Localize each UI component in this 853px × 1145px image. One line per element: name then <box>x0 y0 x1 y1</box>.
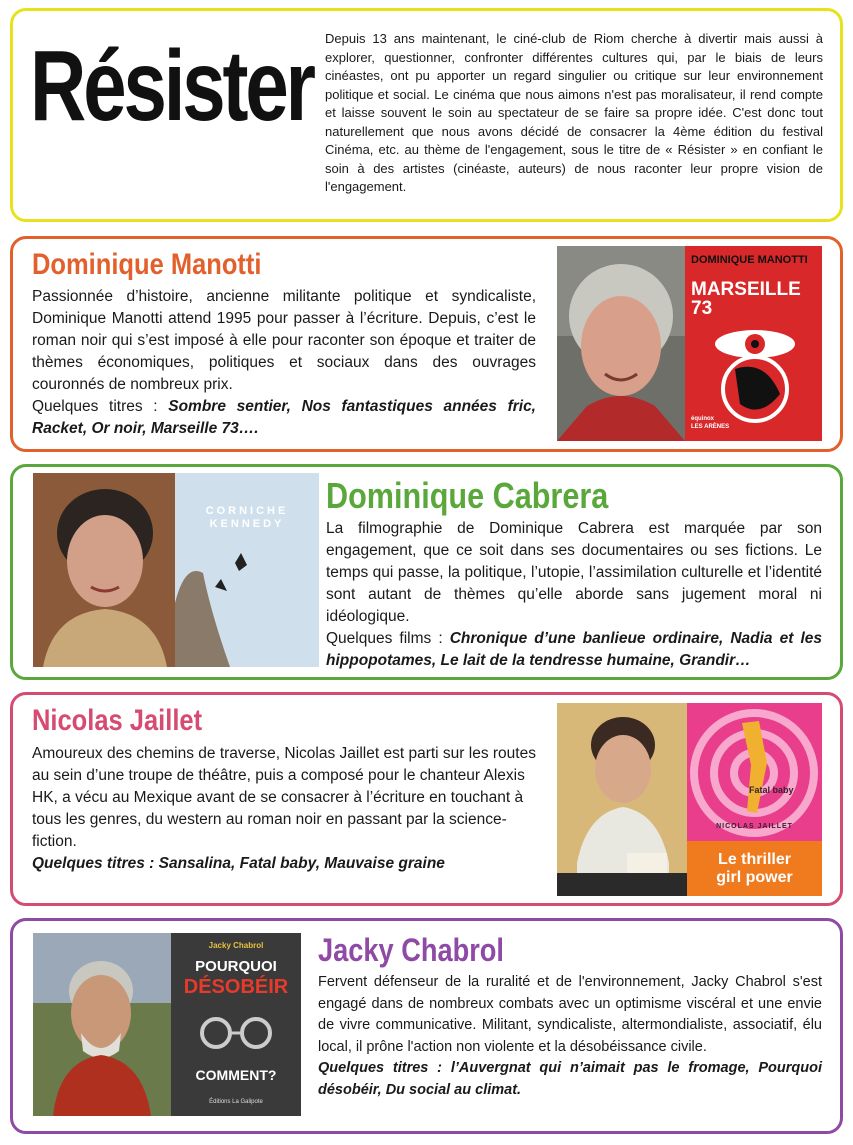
guest-bio: Passionnée d’histoire, ancienne militante politique et syndicaliste, Dominique Manotti attend 1995 pour passer à l’écriture. Depuis, c’est le roman noir qui s’est imposé à elle pour raconter son époque et traiter de thèmes économiques, politiques et sociaux dans des ouvrages couronnés de nombreux prix. Quelques titres : Sombre sentier, Nos fantastiques années fric, Racket, Or noir, Marseille 73…. <box>32 288 536 437</box>
cover-author: Jacky Chabrol <box>208 941 264 950</box>
portrait-photo <box>33 933 171 1116</box>
intro-text: Depuis 13 ans maintenant, le ciné-club de Riom cherche à divertir mais aussi à explorer, questionner, confronter différentes cultures qui, par le biais de leurs cinéastes, ont pu apporter un regard singulier ou critique sur leur environnement politique et social. Le cinéma que nous aimons n'est pas moralisateur, il rend compte et laisse souvent le soin au spectateur de se faire sa propre idée. C'est donc tout naturellement que nous avons décidé de consacrer la 4ème édition du festival Cinéma, etc. au thème de l'engagement, sous le titre de « Résister » en confiant le soin à des artistes (cinéaste, auteurs) de nous raconter leur propre vision de l'engagement. <box>325 31 823 194</box>
poster-title-1: CORNICHE <box>205 505 289 517</box>
cover-title-2: DÉSOBÉIR <box>183 976 289 998</box>
page-title: Résister <box>30 30 313 142</box>
guest-name: Jacky Chabrol <box>318 932 504 968</box>
cover-tagline-2: girl power <box>716 869 793 886</box>
guest-bio: La filmographie de Dominique Cabrera est marquée par son engagement, que ce soit dans ses documentaires ou ses fictions. Le temps qui passe, la politique, l’utopie, l’assimilation culturelle et l’identité sont autant de thèmes qu’elle aborde sans jugement moral ni idéologique. Quelques films : Chronique d’une banlieue ordinaire, Nadia et les hippopotames, Le lait de la tendresse humaine, Grandir… <box>326 520 822 669</box>
book-cover-marseille73 <box>685 246 822 441</box>
cover-title-1: POURQUOI <box>195 958 277 975</box>
guest-name: Nicolas Jaillet <box>32 704 203 737</box>
cover-author: DOMINIQUE MANOTTI <box>691 254 808 266</box>
guest-name: Dominique Manotti <box>32 248 262 281</box>
portrait-photo <box>557 703 687 896</box>
book-cover-fatal-baby <box>687 703 822 896</box>
cover-publisher: équinox <box>691 416 715 422</box>
cover-title: MARSEILLE 73 <box>691 279 801 319</box>
guest-bio: Fervent défenseur de la ruralité et de l'environnement, Jacky Chabrol s'est engagé dans de nombreux combats avec un optimisme viscéral et une envie de vivre communicative. Militant, syndicaliste, altermondialiste, associatif, élu local, il prône l'action non violente et la désobéissance civile. Quelques titres : l’Auvergnat qui n’aimait pas le fromage, Pourquoi désobéir, Du social au climat. <box>318 974 822 1098</box>
portrait-photo <box>33 473 175 667</box>
cover-question: COMMENT? <box>195 1067 277 1083</box>
cover-tagline-1: Le thriller <box>718 851 791 868</box>
film-poster-corniche-kennedy <box>175 473 319 667</box>
book-cover-pourquoi-desobeir <box>171 933 301 1116</box>
cover-title: Fatal baby <box>749 785 794 795</box>
poster-title-2: KENNEDY <box>209 518 285 530</box>
guest-name: Dominique Cabrera <box>326 475 609 516</box>
portrait-photo <box>557 246 685 441</box>
cover-publisher: Éditions La Galipote <box>209 1099 263 1105</box>
cover-author: NICOLAS JAILLET <box>716 823 793 830</box>
guest-bio: Amoureux des chemins de traverse, Nicolas Jaillet est parti sur les routes au sein d’une troupe de théâtre, puis a composé pour le chanteur Alexis HK, a vécu au Mexique avant de se consacrer à l’écriture en touchant à tous les genres, du western au roman noir en passant par la science-fiction. Quelques titres : Sansalina, Fatal baby, Mauvaise graine <box>32 745 536 872</box>
cover-series: LES ARÈNES <box>691 424 730 430</box>
